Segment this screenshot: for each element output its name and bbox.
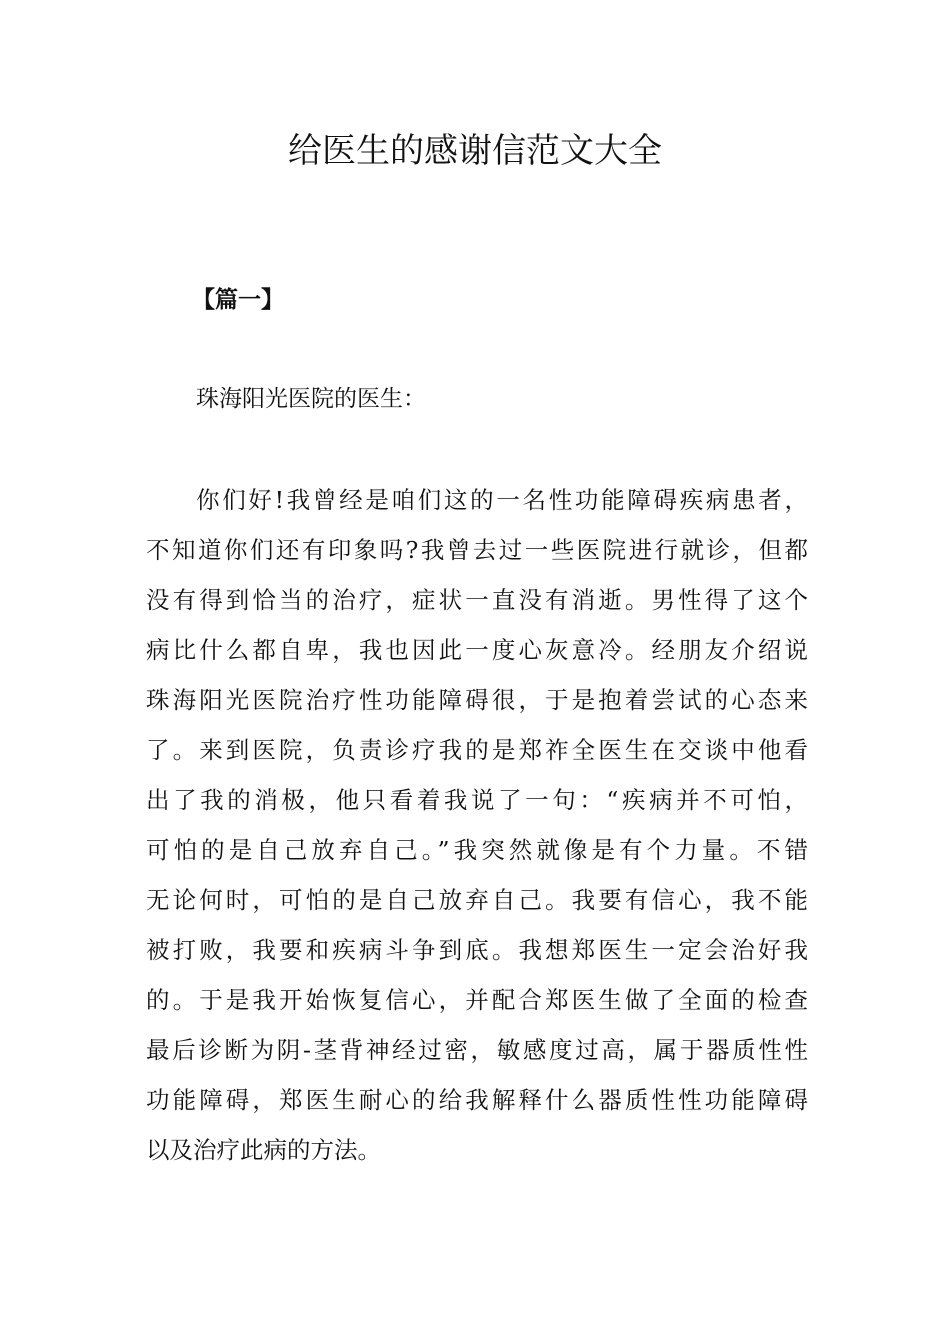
section-heading: 【篇一】: [192, 286, 284, 313]
salutation: 珠海阳光医院的医生：: [196, 386, 426, 412]
body-line: 可怕的是自己放弃自己。”我突然就像是有个力量。不错: [146, 836, 808, 864]
letter-body: [146, 475, 808, 1175]
body-line: 出了我的消极，他只看着我说了一句：“疾病并不可怕，: [146, 786, 808, 814]
body-line: 的。于是我开始恢复信心，并配合郑医生做了全面的检查: [146, 986, 808, 1014]
body-line: 无论何时，可怕的是自己放弃自己。我要有信心，我不能: [146, 886, 808, 914]
body-line: 被打败，我要和疾病斗争到底。我想郑医生一定会治好我: [146, 936, 808, 964]
body-line: 珠海阳光医院治疗性功能障碍很，于是抱着尝试的心态来: [146, 686, 808, 714]
body-line: 不知道你们还有印象吗?我曾去过一些医院进行就诊，但都: [146, 536, 808, 564]
body-line: 了。来到医院，负责诊疗我的是郑祚全医生在交谈中他看: [146, 736, 808, 764]
body-line: 病比什么都自卑，我也因此一度心灰意冷。经朋友介绍说: [146, 636, 808, 664]
body-line: 功能障碍，郑医生耐心的给我解释什么器质性性功能障碍: [146, 1086, 808, 1114]
document-title: 给医生的感谢信范文大全: [288, 131, 662, 171]
body-line: 最后诊断为阴-茎背神经过密，敏感度过高，属于器质性性: [146, 1036, 808, 1064]
body-line: 你们好!我曾经是咱们这的一名性功能障碍疾病患者，: [196, 486, 808, 514]
body-line: 没有得到恰当的治疗，症状一直没有消逝。男性得了这个: [146, 586, 808, 614]
body-line: 以及治疗此病的方法。: [146, 1136, 381, 1164]
